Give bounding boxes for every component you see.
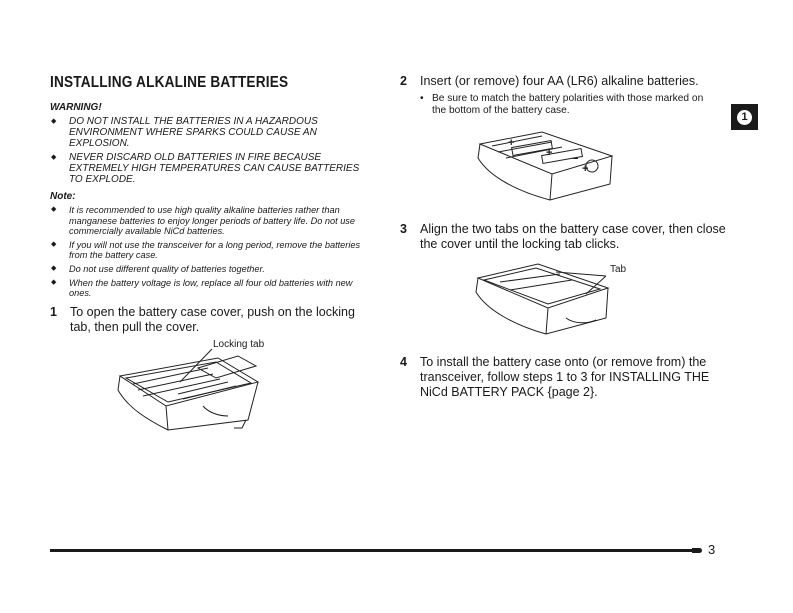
step-number: 3 bbox=[400, 222, 407, 236]
warning-list bbox=[50, 116, 365, 185]
note-list bbox=[50, 205, 365, 299]
warning-item: ◆ NEVER DISCARD OLD BATTERIES IN FIRE BECAUSE EXTREMELY HIGH TEMPERATURES CAN CAUSE BATTERIES TO EXPLODE. bbox=[50, 152, 365, 185]
step-text: To install the battery case onto (or remove from) the transceiver, follow steps 1 to 3 for INSTALLING THE NiCd BATTERY PACK {page 2}. bbox=[420, 355, 710, 399]
step-text: Insert (or remove) four AA (LR6) alkaline batteries. bbox=[420, 74, 699, 88]
right-column bbox=[400, 74, 720, 117]
svg-text:+: + bbox=[582, 163, 589, 175]
chapter-number-badge: 1 bbox=[737, 110, 752, 125]
page-number: 3 bbox=[708, 542, 716, 557]
note-item: ◆ When the battery voltage is low, replace all four old batteries with new ones. bbox=[50, 278, 365, 299]
step-4 bbox=[400, 355, 740, 400]
locking-tab-callout: Locking tab bbox=[213, 339, 265, 350]
svg-text:−: − bbox=[572, 153, 579, 165]
step-2-subitem: • Be sure to match the battery polarities with those marked on the bottom of the battery case. bbox=[420, 93, 720, 117]
step-1 bbox=[50, 305, 365, 335]
step-2-sublist bbox=[420, 93, 720, 117]
note-item: ◆ Do not use different quality of batteries together. bbox=[50, 264, 365, 275]
step-2 bbox=[400, 74, 720, 117]
battery-case-open-illustration bbox=[108, 346, 308, 441]
footer-rule bbox=[50, 549, 698, 552]
battery-case-cover-illustration bbox=[470, 262, 620, 344]
note-item: ◆ If you will not use the transceiver for a long period, remove the batteries from the battery case. bbox=[50, 240, 365, 261]
tab-callout: Tab bbox=[610, 264, 627, 275]
section-title: INSTALLING ALKALINE BATTERIES bbox=[50, 74, 289, 91]
step-text: To open the battery case cover, push on the locking tab, then pull the cover. bbox=[70, 304, 355, 334]
step-3 bbox=[400, 222, 730, 252]
warning-heading: WARNING! bbox=[50, 102, 102, 113]
note-item: ◆ It is recommended to use high quality alkaline batteries rather than manganese batteries to enjoy longer periods of battery life. Do not use commercially available NiCd batteries. bbox=[50, 205, 365, 237]
step-number: 1 bbox=[50, 304, 57, 319]
battery-insert-illustration bbox=[472, 130, 622, 210]
left-column bbox=[50, 74, 365, 335]
svg-text:+: + bbox=[546, 147, 553, 159]
warning-item: ◆ DO NOT INSTALL THE BATTERIES IN A HAZARDOUS ENVIRONMENT WHERE SPARKS COULD CAUSE AN EXPLOSION. bbox=[50, 116, 365, 149]
step-number: 2 bbox=[400, 74, 407, 88]
chapter-tab bbox=[731, 104, 758, 130]
svg-text:+: + bbox=[508, 137, 515, 149]
step-text: Align the two tabs on the battery case cover, then close the cover until the locking tab clicks. bbox=[420, 222, 726, 251]
step-number: 4 bbox=[400, 355, 407, 369]
note-heading: Note: bbox=[50, 191, 76, 202]
